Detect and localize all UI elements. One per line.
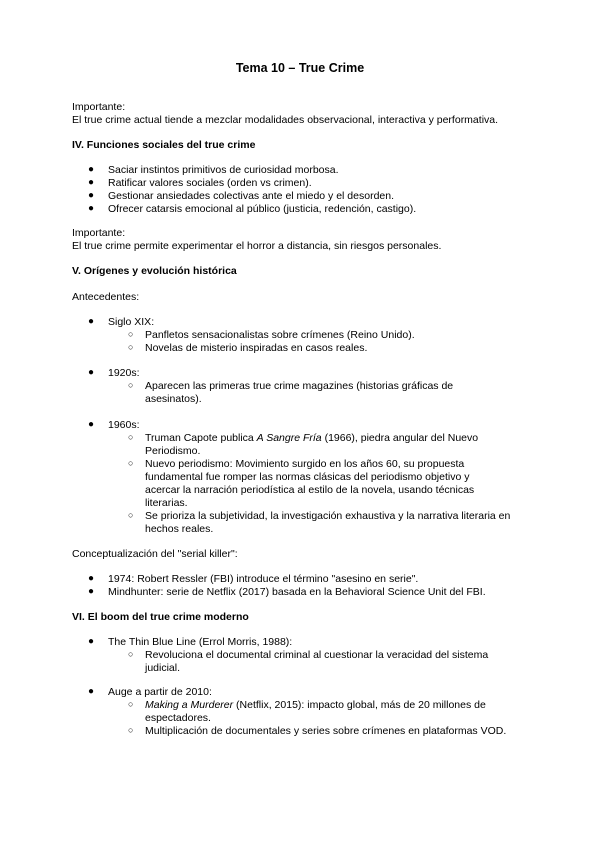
bullet-icon: ● — [88, 636, 95, 647]
list-item: Ofrecer catarsis emocional al público (justicia, redención, castigo). — [108, 203, 417, 215]
bullet-icon: ● — [88, 573, 95, 584]
sub-list-item: Revoluciona el documental criminal al cuestionar la veracidad del sistema judicial. — [145, 649, 489, 674]
era-label: 1920s: — [108, 367, 140, 379]
bullet-icon: ● — [88, 190, 95, 201]
sub-list-item: Nuevo periodismo: Movimiento surgido en los años 60, su propuesta fundamental fue romper las normas clásicas del periodismo objetivo y acercar la narración periodística al estilo de la novela, usando técnicas literarias. — [145, 458, 475, 509]
sub-bullet-icon: ○ — [128, 725, 134, 735]
sub-list-item: Multiplicación de documentales y series sobre crímenes en plataformas VOD. — [145, 725, 507, 737]
sub-bullet-icon: ○ — [128, 699, 134, 709]
capote-text-pre: Truman Capote publica — [145, 432, 257, 444]
sub-list-item: Aparecen las primeras true crime magazines (historias gráficas de asesinatos). — [145, 380, 454, 405]
note-label: Importante: — [72, 227, 126, 239]
sub-list-item: Novelas de misterio inspiradas en casos reales. — [145, 342, 368, 354]
bullet-icon: ● — [88, 367, 95, 378]
list-item: Ratificar valores sociales (orden vs crimen). — [108, 177, 312, 189]
sub-bullet-icon: ○ — [128, 342, 134, 352]
era-label: Siglo XIX: — [108, 316, 155, 328]
bullet-icon: ● — [88, 686, 95, 697]
sub-list-item: Panfletos sensacionalistas sobre crímenes (Reino Unido). — [145, 329, 415, 341]
sub-bullet-icon: ○ — [128, 432, 134, 442]
bullet-icon: ● — [88, 164, 95, 175]
bullet-icon: ● — [88, 203, 95, 214]
sub-bullet-icon: ○ — [128, 510, 134, 520]
list-item: 1974: Robert Ressler (FBI) introduce el término "asesino en serie". — [108, 573, 419, 585]
section-5-heading: V. Orígenes y evolución histórica — [72, 265, 237, 277]
intro-label: Importante: — [72, 101, 126, 113]
sub-list-item-capote — [145, 432, 515, 458]
list-item: Auge a partir de 2010: — [108, 686, 212, 698]
era-label: 1960s: — [108, 419, 140, 431]
sub-list-item-making — [145, 699, 515, 725]
bullet-icon: ● — [88, 316, 95, 327]
section-4-heading: IV. Funciones sociales del true crime — [72, 139, 256, 151]
note-text: El true crime permite experimentar el horror a distancia, sin riesgos personales. — [72, 240, 442, 252]
bullet-icon: ● — [88, 586, 95, 597]
section-6-heading: VI. El boom del true crime moderno — [72, 611, 249, 623]
sub-list-item: Se prioriza la subjetividad, la investigación exhaustiva y la narrativa literaria en hechos reales. — [145, 510, 511, 535]
sub-bullet-icon: ○ — [128, 380, 134, 390]
antecedents-label: Antecedentes: — [72, 291, 140, 303]
intro-text: El true crime actual tiende a mezclar modalidades observacional, interactiva y performativa. — [72, 114, 499, 126]
book-title: A Sangre Fría — [256, 432, 322, 444]
making-text: (Netflix, 2015): impacto global, más de 20 millones de espectadores. — [145, 699, 486, 724]
bullet-icon: ● — [88, 177, 95, 188]
capote-text-post: (1966), piedra angular del Nuevo Periodismo. — [145, 432, 479, 457]
sub-bullet-icon: ○ — [128, 329, 134, 339]
sub-bullet-icon: ○ — [128, 649, 134, 659]
page-title: Tema 10 – True Crime — [235, 61, 365, 75]
list-item: Saciar instintos primitivos de curiosidad morbosa. — [108, 164, 339, 176]
list-item: Mindhunter: serie de Netflix (2017) basada en la Behavioral Science Unit del FBI. — [108, 586, 486, 598]
bullet-icon: ● — [88, 419, 95, 430]
serial-killer-label: Conceptualización del "serial killer": — [72, 548, 238, 560]
list-item: The Thin Blue Line (Errol Morris, 1988): — [108, 636, 293, 648]
list-item: Gestionar ansiedades colectivas ante el miedo y el desorden. — [108, 190, 395, 202]
sub-bullet-icon: ○ — [128, 458, 134, 468]
series-title: Making a Murderer — [145, 699, 234, 711]
